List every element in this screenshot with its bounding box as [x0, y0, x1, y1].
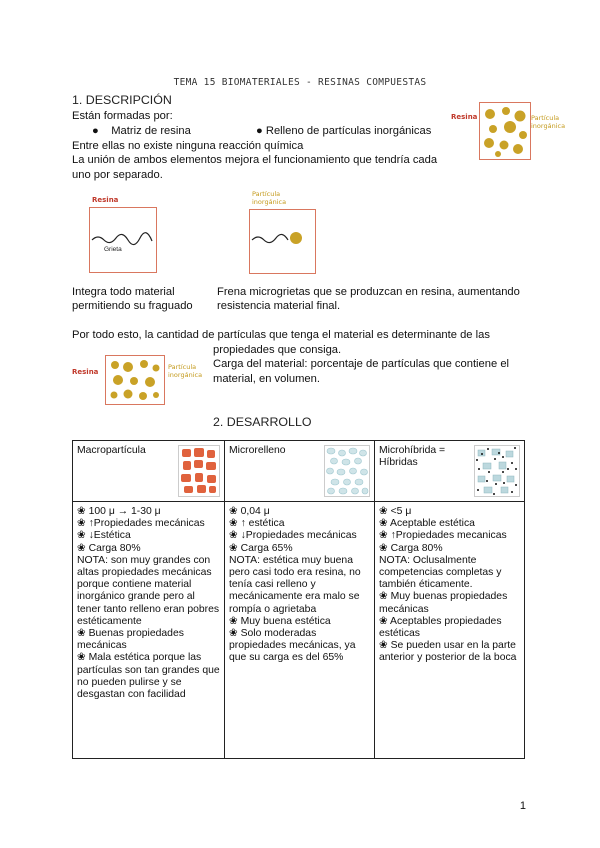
list-item: ❀ ↑Propiedades mecánicas — [77, 518, 205, 530]
text-no-reaccion: Entre ellas no existe ninguna reacción química — [72, 140, 304, 152]
list-item: NOTA: son muy grandes con altas propiedades mecánicas porque contiene material inorgánico grande pero al tener tanto relleno eran pobres estéticamente — [77, 554, 220, 627]
crack-illustration — [90, 208, 156, 272]
fig-a-resin-crack — [89, 207, 157, 273]
list-item: ❀ Se pueden usar en la parte anterior y posterior de la boca — [379, 640, 517, 664]
header-cell-macroparticula — [73, 441, 225, 502]
list-item: ❀ Carga 80% — [77, 542, 141, 554]
list-item: ❀ Mala estética porque las partículas son tan grandes que no pueden pulirse y se desgastan con facilidad — [77, 652, 220, 701]
comparison-table — [72, 440, 525, 759]
body-cell-microhibrida — [375, 502, 525, 759]
caption-right-1: Frena microgrietas que se produzcan en resina, aumentando — [217, 286, 520, 298]
fig-c-label-resina: Resina — [72, 368, 99, 376]
caption-left-1: Integra todo material — [72, 286, 175, 298]
document-title: TEMA 15 BIOMATERIALES - RESINAS COMPUESTAS — [173, 77, 427, 88]
body-cell-microrelleno — [225, 502, 375, 759]
caption-right-2: resistencia material final. — [217, 300, 341, 312]
text-union-1: La unión de ambos elementos mejora el funcionamiento que tendría cada — [72, 154, 438, 166]
fig-top-label-resina: Resina — [451, 113, 478, 121]
section-heading-descripcion: 1. DESCRIPCIÓN — [72, 93, 172, 107]
list-item: ❀ Aceptable estética — [379, 518, 475, 530]
list-item: ❀ Muy buenas propiedades mecánicas — [379, 591, 508, 615]
fig-top-label-particula: Partícula inorgánica — [531, 114, 566, 130]
list-item: NOTA: estética muy buena pero casi todo era resina, no tenía casi relleno y mecánicamente era malo se rompía o agrietaba — [229, 554, 361, 615]
list-item: ❀ Solo moderadas propiedades mecánicas, ya que su carga es del 65% — [229, 628, 356, 664]
para-propiedades: propiedades que consiga. — [213, 344, 342, 356]
fig-top-composite — [479, 102, 531, 160]
list-item: ❀ Muy buena estética — [229, 615, 331, 627]
body-cell-macroparticula — [73, 502, 225, 759]
caption-left-2: permitiendo su fraguado — [72, 300, 193, 312]
list-item: ❀ 100 μ → 1-30 μ — [77, 506, 161, 517]
particles-illustration-c — [106, 356, 164, 404]
list-item: ❀ ↓Estética — [77, 530, 131, 542]
fig-a-label-grieta: Grieta — [104, 246, 122, 253]
particle-stop-illustration — [250, 210, 315, 273]
header-hibridas: Híbridas — [379, 457, 418, 469]
microfill-illustration — [324, 445, 370, 497]
hybrid-illustration — [474, 445, 520, 497]
macroparticle-illustration — [178, 445, 220, 497]
header-microhibrida: Microhíbrida = — [379, 445, 446, 456]
list-item: ❀ ↑Propiedades mecanicas — [379, 530, 507, 542]
list-item: ❀ Buenas propiedades mecánicas — [77, 628, 184, 652]
list-item: ❀ ↓Propiedades mecánicas — [229, 530, 357, 542]
fig-c-label-particula: Partícula inorgánica — [168, 363, 203, 379]
table-header-row — [73, 441, 525, 502]
list-item: ❀ Carga 80% — [379, 542, 443, 554]
page-number: 1 — [519, 800, 526, 812]
para-cantidad: Por todo esto, la cantidad de partículas que tenga el material es determinante de las — [72, 329, 490, 341]
list-item: NOTA: Oclusalmente competencias completas y también éticamente. — [379, 554, 502, 591]
fig-a-label-resina: Resina — [92, 196, 119, 204]
header-macroparticula: Macropartícula — [77, 445, 146, 456]
header-cell-microrelleno — [225, 441, 375, 502]
section-heading-desarrollo: 2. DESARROLLO — [213, 415, 312, 429]
table-body-row — [73, 502, 525, 759]
list-item: ❀ ↑ estética — [229, 518, 285, 530]
bullet-matriz: ● Matriz de resina — [92, 125, 191, 137]
para-carga-2: material, en volumen. — [213, 373, 320, 385]
bullet-relleno: ● Relleno de partículas inorgánicas — [256, 125, 432, 137]
list-item: ❀ <5 μ — [379, 506, 412, 517]
list-item: ❀ 0,04 μ — [229, 506, 270, 517]
list-item: ❀ Aceptables propiedades estéticas — [379, 615, 502, 640]
fig-b-resin-particle — [249, 209, 316, 274]
particles-illustration — [480, 103, 530, 159]
text-union-2: uno por separado. — [72, 169, 163, 181]
fig-c-composite — [105, 355, 165, 405]
header-microrelleno: Microrelleno — [229, 445, 286, 456]
fig-b-label-particula: Partícula inorgánica — [252, 190, 287, 206]
list-item: ❀ Carga 65% — [229, 542, 293, 554]
header-cell-microhibrida — [375, 441, 525, 502]
para-carga-1: Carga del material: porcentaje de partículas que contiene el — [213, 358, 510, 370]
intro-text: Están formadas por: — [72, 110, 173, 122]
